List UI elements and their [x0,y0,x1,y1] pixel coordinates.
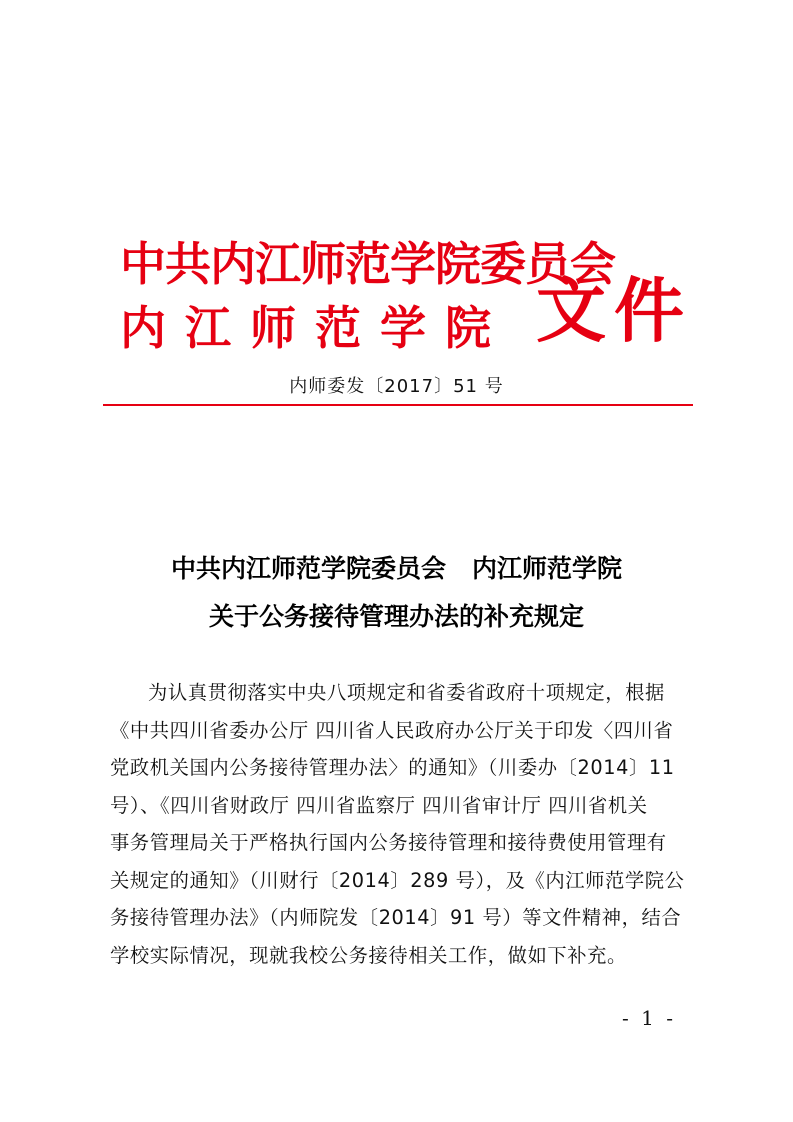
document-title-line-2: 关于公务接待管理办法的补充规定 [208,602,584,631]
body-paragraph [110,674,686,974]
body-line: 事务管理局关于严格执行国内公务接待管理和接待费使用管理有 [110,831,667,854]
body-line: 《中共四川省委办公厅 四川省人民政府办公厅关于印发〈四川省 [110,718,674,742]
document-type-label: 文件 [536,269,692,352]
document-number: 内师委发〔2017〕51 号 [289,376,504,397]
title-issuer-2: 内江师范学院 [472,554,623,583]
document-header [120,222,690,362]
issuer-party-committee: 中共内江师范学院委员会 [120,237,615,291]
body-line: 为认真贯彻落实中央八项规定和省委省政府十项规定，根据 [148,681,665,704]
red-divider-line [103,404,693,406]
body-line: 学校实际情况，现就我校公务接待相关工作，做如下补充。 [110,943,627,967]
document-title-line-1 [0,549,793,585]
issuer-college: 内江师范学院 [120,301,510,355]
page-number: - 1 - [622,1006,676,1030]
title-issuer-1: 中共内江师范学院委员会 [170,554,446,583]
body-line: 关规定的通知》（川财行〔2014〕289 号），及《内江师范学院公 [110,868,685,892]
body-line: 党政机关国内公务接待管理办法〉的通知》（川委办〔2014〕11 [110,756,675,779]
body-line: 务接待管理办法》（内师院发〔2014〕91 号）等文件精神，结合 [110,906,682,929]
body-line: 号）、《四川省财政厅 四川省监察厅 四川省审计厅 四川省机关 [110,793,648,817]
